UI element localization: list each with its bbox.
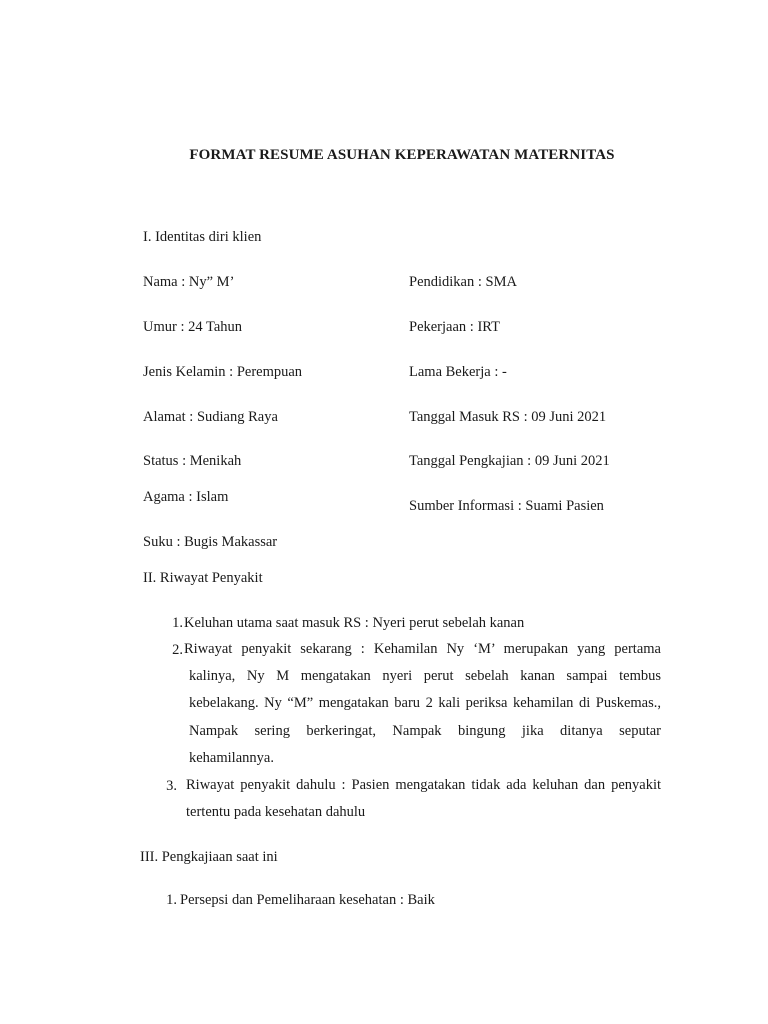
field-tanggal-pengkajian: Tanggal Pengkajian : 09 Juni 2021: [409, 453, 610, 469]
field-suku: Suku : Bugis Makassar: [143, 534, 278, 550]
paragraph-line: kalinya, Ny M mengatakan nyeri perut sebelah kanan sampai tembus: [189, 668, 661, 685]
field-sumber-informasi: Sumber Informasi : Suami Pasien: [409, 498, 604, 514]
field-umur: Umur : 24 Tahun: [143, 319, 243, 335]
document-title: FORMAT RESUME ASUHAN KEPERAWATAN MATERNITAS: [189, 147, 615, 163]
list-item-riwayat-sekarang: [184, 636, 661, 772]
paragraph-line: kebelakang. Ny “M” mengatakan baru 2 kali periksa kehamilan di Puskemas.,: [189, 695, 661, 712]
paragraph-line: Riwayat penyakit sekarang : Kehamilan Ny ‘M’ merupakan yang pertama: [184, 641, 661, 657]
list-item-number: 2.: [172, 642, 183, 658]
field-alamat: Alamat : Sudiang Raya: [143, 409, 278, 425]
section-3-heading: III. Pengkajiaan saat ini: [140, 849, 278, 865]
paragraph-line: tertentu pada kesehatan dahulu: [186, 804, 366, 821]
field-jenis-kelamin: Jenis Kelamin : Perempuan: [143, 364, 303, 380]
field-lama-bekerja: Lama Bekerja : -: [409, 364, 507, 380]
paragraph-line: kehamilannya.: [189, 749, 274, 766]
field-tanggal-masuk: Tanggal Masuk RS : 09 Juni 2021: [409, 409, 607, 425]
field-nama: Nama : Ny” M’: [143, 274, 235, 290]
field-pekerjaan: Pekerjaan : IRT: [409, 319, 500, 335]
paragraph-line: Nampak sering berkeringat, Nampak bingung jika ditanya seputar: [189, 722, 661, 739]
section-2-heading: II. Riwayat Penyakit: [143, 570, 263, 586]
list-item-keluhan-utama: Keluhan utama saat masuk RS : Nyeri perut sebelah kanan: [184, 615, 525, 631]
field-pendidikan: Pendidikan : SMA: [409, 274, 517, 290]
list-item-riwayat-dahulu: [186, 772, 661, 826]
list-item-persepsi: Persepsi dan Pemeliharaan kesehatan : Baik: [180, 892, 435, 908]
field-agama: Agama : Islam: [143, 489, 229, 505]
list-item-number: 1.: [172, 615, 183, 631]
field-status: Status : Menikah: [143, 453, 242, 469]
list-item-number: 1.: [166, 892, 177, 908]
paragraph-line: Riwayat penyakit dahulu : Pasien mengatakan tidak ada keluhan dan penyakit: [186, 777, 661, 793]
section-1-heading: I. Identitas diri klien: [143, 229, 262, 245]
list-item-number: 3.: [166, 778, 177, 794]
